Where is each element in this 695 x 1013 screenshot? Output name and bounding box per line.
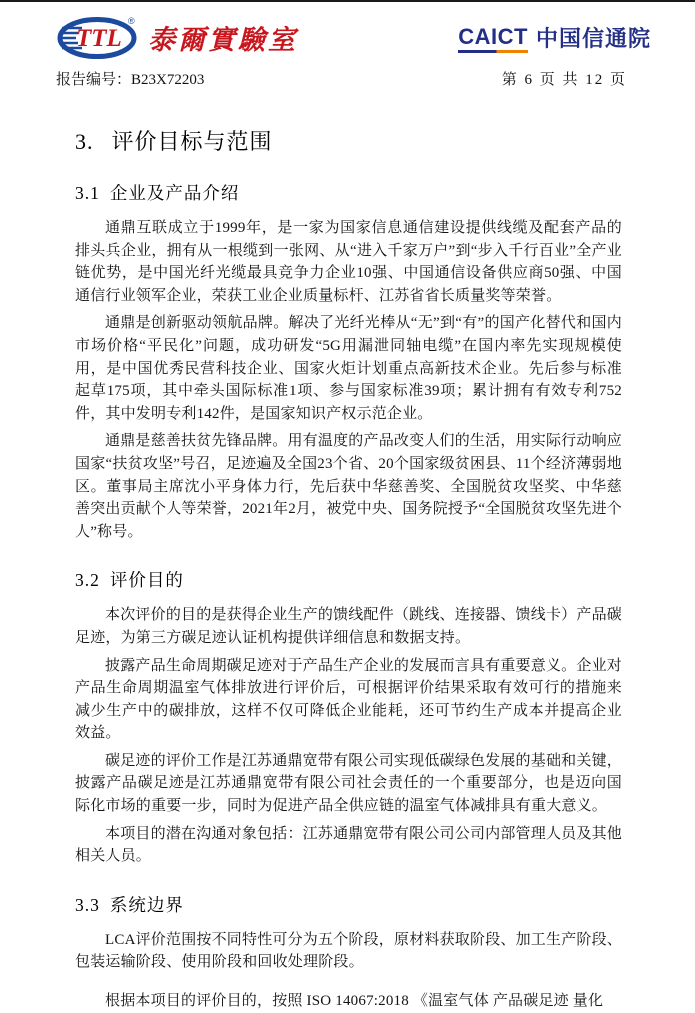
section-company-intro: [75, 180, 622, 543]
header-logo-row: [56, 14, 651, 60]
title-text: 评价目标与范围: [111, 129, 273, 154]
ttl-ellipse-logo-icon: [56, 14, 144, 60]
ttl-trademark-symbol: ®: [128, 16, 135, 26]
paragraph: 本项目的潜在沟通对象包括：江苏通鼎宽带有限公司公司内部管理人员及其他相关人员。: [75, 825, 622, 865]
heading-number: 3.1: [75, 183, 100, 203]
caict-chinese-name: 中国信通院: [535, 25, 651, 51]
ttl-logo-chinese-name: 泰爾實驗室: [148, 24, 298, 55]
paragraph: 披露产品生命周期碳足迹对于产品生产企业的发展而言具有重要意义。企业对产品生命周期温室气体排放进行评价后，可根据评价结果采取有效可行的措施来减少生产中的碳排放，这样不仅可降低企业能耗，还可节约生产成本并提高企业效益。: [75, 657, 622, 742]
heading-text: 企业及产品介绍: [109, 183, 240, 203]
report-number: 报告编号：B23X72203: [56, 72, 205, 88]
heading-number: 3.3: [75, 894, 100, 915]
heading-number: 3.2: [75, 570, 100, 591]
caict-underline-decoration: [458, 50, 528, 53]
paragraph: 根据本项目的评价目的，按照 ISO 14067:2018 《温室气体 产品碳足迹 量化: [105, 993, 604, 1010]
caict-abbr-wrap: [458, 24, 528, 50]
paragraph: 通鼎互联成立于1999年，是一家为国家信息通信建设提供线缆及配套产品的排头兵企业，拥有从一根缆到一张网、从“进入千家万户”到“步入千行百业”全产业链优势，是中国光纤光缆最具竞争力企业10强、中国通信设备供应商50强、中国通信行业领军企业，荣获工业企业质量标杆、江苏省省长质量奖等荣誉。: [75, 220, 622, 304]
document-body: [0, 89, 695, 1013]
heading-text: 系统边界: [109, 894, 184, 915]
caict-abbr-text: CAICT: [458, 24, 528, 49]
page-indicator: 第 6 页 共 12 页: [501, 72, 627, 88]
section-evaluation-purpose: [75, 567, 622, 868]
section-system-boundary: [75, 892, 622, 1013]
title-number: 3.: [75, 129, 94, 154]
header-meta-row: [56, 68, 651, 89]
page-header: [0, 2, 695, 89]
section-heading: [75, 892, 622, 917]
paragraph: 通鼎是慈善扶贫先锋品牌。用有温度的产品改变人们的生活，用实际行动响应国家“扶贫攻坚”号召，足迹遍及全国23个省、20个国家级贫困县、11个经济薄弱地区。董事局主席沈小平身体力行，先后获中华慈善奖、全国脱贫攻坚奖、中华慈善突出贡献个人等荣誉，2021年2月，被党中央、国务院授予“全国脱贫攻坚先进个人”称号。: [75, 433, 622, 540]
section-heading: [75, 567, 622, 592]
paragraph: 本次评价的目的是获得企业生产的馈线配件（跳线、连接器、馈线卡）产品碳足迹，为第三方碳足迹认证机构提供详细信息和数据支持。: [75, 607, 622, 646]
ttl-logo: [56, 14, 298, 60]
heading-text: 评价目的: [109, 570, 184, 591]
paragraph: 通鼎是创新驱动领航品牌。解决了光纤光棒从“无”到“有”的国产化替代和国内市场价格“平民化”问题，成功研发“5G用漏泄同轴电缆”在国内率先实现规模使用，是中国优秀民营科技企业、国家火炬计划重点高新技术企业。先后参与标准起草175项，其中牵头国际标准1项、参与国家标准39项；累计拥有有效专利752件，其中发明专利142件，是国家知识产权示范企业。: [75, 315, 622, 422]
document-title: [75, 125, 622, 156]
ttl-abbr-text: TTL: [76, 25, 122, 52]
paragraph: 碳足迹的评价工作是江苏通鼎宽带有限公司实现低碳绿色发展的基础和关键，披露产品碳足迹是江苏通鼎宽带有限公司社会责任的一个重要部分，也是迈向国际化市场的重要一步，同时为促进产品全供应链的温室气体减排具有重大意义。: [75, 752, 622, 815]
caict-logo: [458, 22, 651, 53]
section-heading: [75, 180, 622, 205]
paragraph: LCA评价范围按不同特性可分为五个阶段，原材料获取阶段、加工生产阶段、包装运输阶段、使用阶段和回收处理阶段。: [75, 931, 623, 971]
